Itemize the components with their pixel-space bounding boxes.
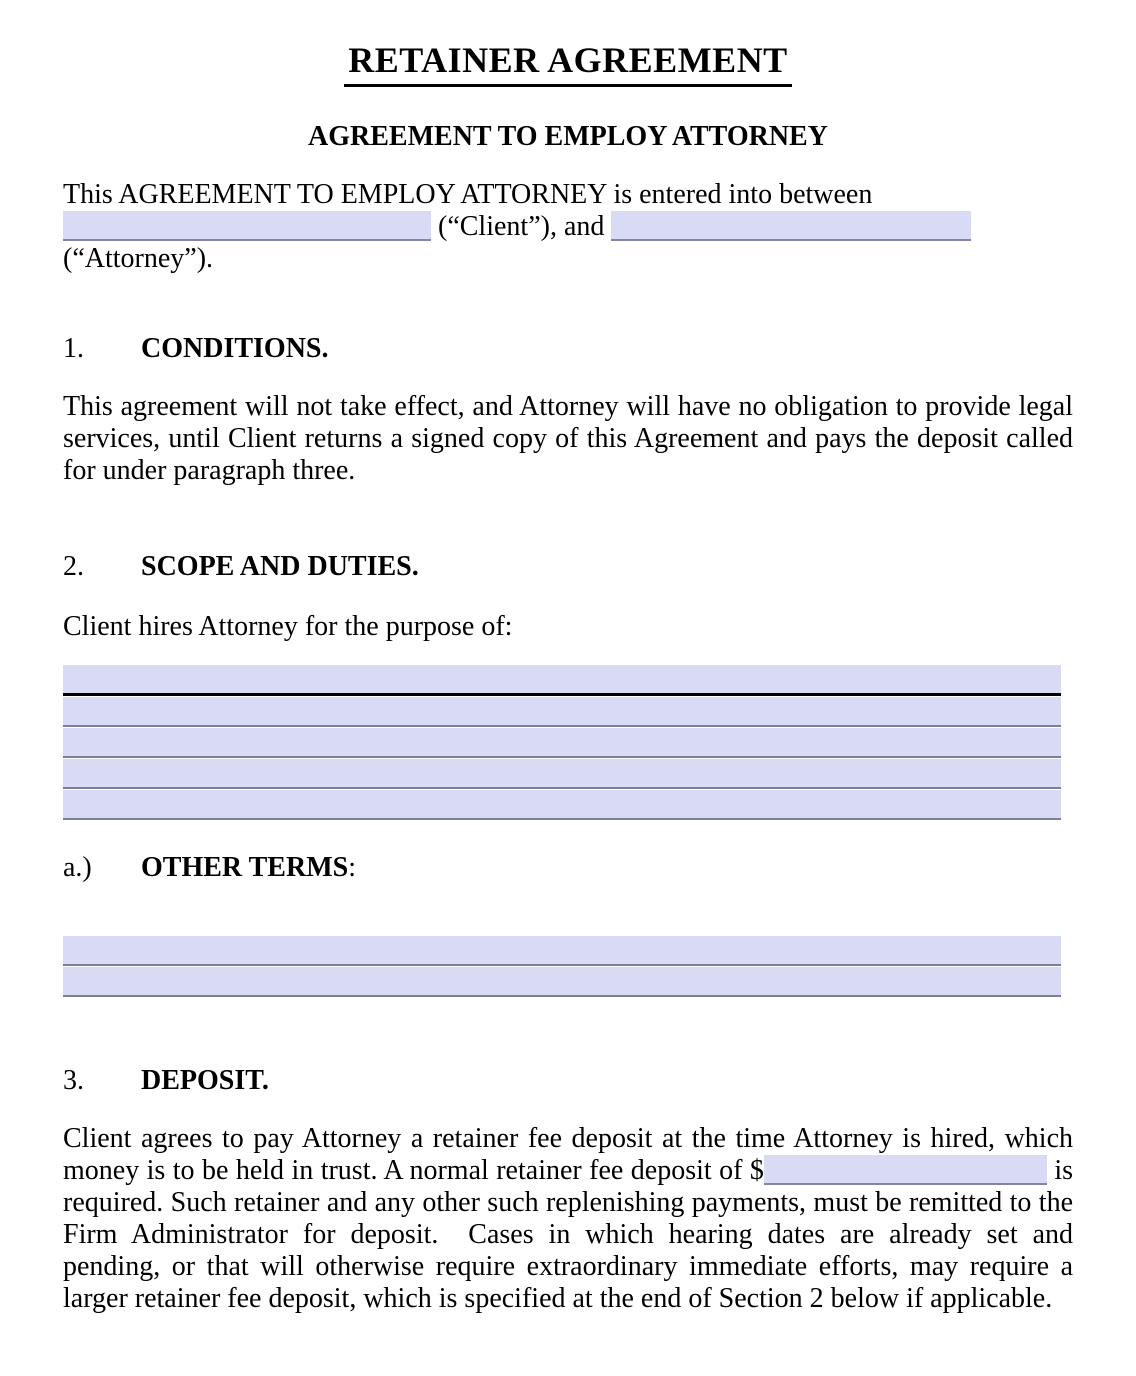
purpose-lines xyxy=(63,665,1073,820)
conditions-title: CONDITIONS. xyxy=(141,333,329,364)
document-title: RETAINER AGREEMENT xyxy=(344,40,791,87)
intro-line1: This AGREEMENT TO EMPLOY ATTORNEY is entered into between xyxy=(63,179,873,210)
attorney-label: (“Attorney”). xyxy=(63,243,214,274)
deposit-title: DEPOSIT. xyxy=(141,1065,269,1096)
document-subtitle: AGREEMENT TO EMPLOY ATTORNEY xyxy=(308,121,828,152)
section-heading-conditions xyxy=(63,333,1073,365)
scope-title: SCOPE AND DUTIES. xyxy=(141,551,419,582)
title-row xyxy=(63,40,1073,87)
other-terms-colon: : xyxy=(348,852,356,883)
attorney-name-field[interactable] xyxy=(611,211,971,241)
client-name-field[interactable] xyxy=(63,211,431,241)
deposit-text-after: is required. Such retainer and any other such replenishing payments, must be remitted to the Firm Administrator for deposit. Cases in which hearing dates are already set and pending, or that will otherwise require extraordinary immediate efforts, may require a larger retainer fee deposit, which is specified at the end of Section 2 below if applicable. xyxy=(63,1155,1073,1314)
conditions-number: 1. xyxy=(63,333,84,364)
other-terms-line-field[interactable] xyxy=(63,967,1061,997)
purpose-line-field[interactable] xyxy=(63,759,1061,789)
section-heading-scope xyxy=(63,551,1073,583)
scope-lead: Client hires Attorney for the purpose of: xyxy=(63,611,513,642)
conditions-body: This agreement will not take effect, and Attorney will have no obligation to provide legal services, until Client returns a signed copy of this Agreement and pays the deposit called for under paragraph three. xyxy=(63,391,1073,486)
client-label: (“Client”), and xyxy=(438,211,605,242)
other-terms-lines xyxy=(63,936,1073,997)
purpose-line-field[interactable] xyxy=(63,728,1061,758)
other-terms-title: OTHER TERMS xyxy=(141,852,349,883)
purpose-line-field[interactable] xyxy=(63,790,1061,820)
intro-paragraph xyxy=(63,179,1073,275)
other-terms-number: a.) xyxy=(63,852,92,883)
other-terms-line-field[interactable] xyxy=(63,936,1061,966)
deposit-text-before: Client agrees to pay Attorney a retainer fee deposit at the time Attorney is hired, which money is to be held in trust. A normal retainer fee deposit of $ xyxy=(63,1123,1073,1186)
purpose-line-field[interactable] xyxy=(63,665,1061,696)
deposit-number: 3. xyxy=(63,1065,84,1096)
scope-number: 2. xyxy=(63,551,84,582)
deposit-amount-field[interactable] xyxy=(764,1155,1047,1185)
section-heading-deposit xyxy=(63,1065,1073,1097)
purpose-line-field[interactable] xyxy=(63,697,1061,727)
section-heading-other-terms xyxy=(63,852,1073,884)
deposit-paragraph xyxy=(63,1123,1073,1315)
